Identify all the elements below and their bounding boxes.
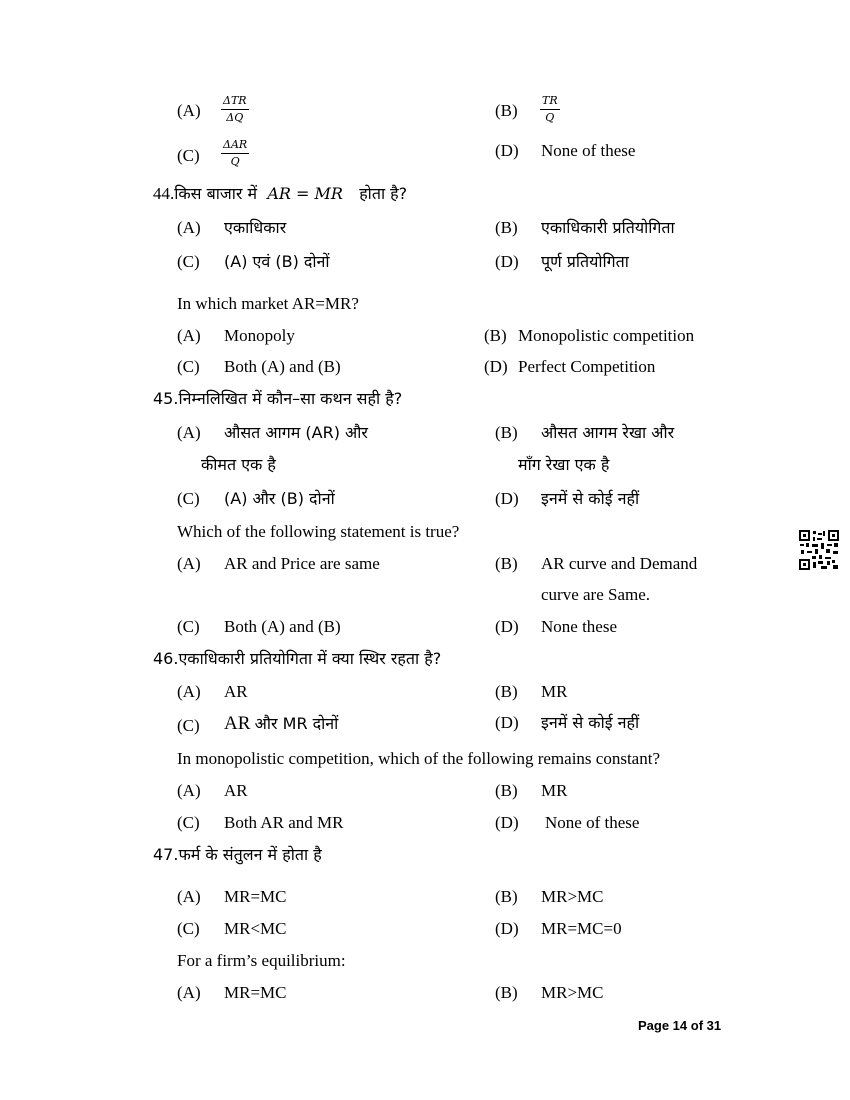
- q43-option-a-label: (A): [177, 101, 201, 120]
- q45-hindi-b-line2: माँग रेखा एक है: [518, 455, 610, 474]
- q47-hindi-c-label: (C): [177, 919, 200, 938]
- q46-hindi-d-text: इनमें से कोई नहीं: [541, 713, 640, 732]
- q43-option-c-label: (C): [177, 146, 200, 165]
- q43-option-a-fraction: [221, 95, 249, 124]
- q47-hindi-b-label: (B): [495, 887, 518, 906]
- q44-english-question: In which market AR=MR?: [177, 294, 359, 313]
- q44-eng-a-label: (A): [177, 326, 201, 345]
- q43-option-b-numerator: TR: [542, 94, 558, 107]
- q47-question-hindi: 47.फर्म के संतुलन में होता है: [153, 845, 322, 864]
- q45-hindi-c-text: (A) और (B) दोनों: [224, 489, 335, 508]
- q44-question-hindi: [153, 184, 407, 204]
- q45-eng-b-line2: curve are Same.: [541, 585, 651, 604]
- q44-eng-c-label: (C): [177, 357, 200, 376]
- q45-hindi-a-line2: कीमत एक है: [201, 455, 276, 474]
- q47-hindi-d-text: MR=MC=0: [541, 919, 622, 938]
- q43-option-c-denominator: Q: [230, 155, 240, 168]
- q46-eng-a-label: (A): [177, 781, 201, 800]
- q47-hindi-c-text: MR<MC: [224, 919, 287, 938]
- q45-eng-b-label: (B): [495, 554, 518, 573]
- q43-option-a-denominator: ΔQ: [226, 111, 244, 124]
- q46-eng-a-text: AR: [224, 781, 248, 800]
- q46-hindi-c-text: [224, 714, 338, 734]
- q47-eng-a-text: MR=MC: [224, 983, 287, 1002]
- q44-hindi-b-label: (B): [495, 218, 518, 237]
- q43-option-b-label: (B): [495, 101, 518, 120]
- q43-option-d-text: None of these: [541, 141, 636, 160]
- q45-english-question: Which of the following statement is true?: [177, 522, 460, 541]
- q47-hindi-a-text: MR=MC: [224, 887, 287, 906]
- q44-hindi-d-text: पूर्ण प्रतियोगिता: [541, 252, 629, 271]
- q45-hindi-d-label: (D): [495, 489, 519, 508]
- q43-option-d-label: (D): [495, 141, 519, 160]
- q43-option-a-numerator: ΔTR: [223, 94, 247, 107]
- q44-eng-d-label: (D): [484, 357, 508, 376]
- q46-hindi-b-label: (B): [495, 682, 518, 701]
- q44-eng-d-text: Perfect Competition: [518, 357, 656, 376]
- q45-hindi-b-line1: औसत आगम रेखा और: [541, 423, 675, 442]
- q44-hindi-b-text: एकाधिकारी प्रतियोगिता: [541, 218, 675, 237]
- q46-english-question: In monopolistic competition, which of the following remains constant?: [177, 749, 660, 768]
- q45-eng-c-label: (C): [177, 617, 200, 636]
- q46-eng-b-label: (B): [495, 781, 518, 800]
- q44-hindi-d-label: (D): [495, 252, 519, 271]
- q45-eng-b-line1: AR curve and Demand: [541, 554, 698, 573]
- q45-question-hindi: 45.निम्नलिखित में कौन–सा कथन सही है?: [153, 389, 403, 408]
- q45-hindi-d-text: इनमें से कोई नहीं: [541, 489, 640, 508]
- q44-eng-a-text: Monopoly: [224, 326, 295, 345]
- q44-hindi-a-label: (A): [177, 218, 201, 237]
- q46-hindi-a-text: AR: [224, 682, 248, 701]
- q46-hindi-d-label: (D): [495, 713, 519, 732]
- q47-hindi-b-text: MR>MC: [541, 887, 604, 906]
- q44-hindi-a-text: एकाधिकार: [224, 218, 287, 237]
- q46-question-hindi: 46.एकाधिकारी प्रतियोगिता में क्या स्थिर रहता है?: [153, 649, 442, 668]
- q47-hindi-a-label: (A): [177, 887, 201, 906]
- q45-eng-d-text: None these: [541, 617, 618, 636]
- q44-hindi-c-text: (A) एवं (B) दोनों: [224, 252, 330, 271]
- q43-option-b-fraction: [540, 95, 560, 124]
- q46-hindi-b-text: MR: [541, 682, 568, 701]
- q46-hindi-c-ar: AR: [224, 713, 251, 734]
- q47-eng-b-label: (B): [495, 983, 518, 1002]
- q44-eng-c-text: Both (A) and (B): [224, 357, 341, 376]
- q45-hindi-a-line1: औसत आगम (AR) और: [224, 423, 368, 442]
- q45-hindi-c-label: (C): [177, 489, 200, 508]
- q46-eng-b-text: MR: [541, 781, 568, 800]
- q47-english-question: For a firm’s equilibrium:: [177, 951, 346, 970]
- q47-eng-a-label: (A): [177, 983, 201, 1002]
- q45-hindi-b-label: (B): [495, 423, 518, 442]
- q44-number: 44.: [153, 184, 175, 203]
- q47-hindi-d-label: (D): [495, 919, 519, 938]
- q44-hindi-c-label: (C): [177, 252, 200, 271]
- q45-eng-a-text: AR and Price are same: [224, 554, 380, 573]
- q47-eng-b-text: MR>MC: [541, 983, 604, 1002]
- q45-eng-a-label: (A): [177, 554, 201, 573]
- q44-equation: AR = MR: [267, 184, 343, 203]
- q46-eng-d-text: None of these: [545, 813, 640, 832]
- q43-option-b-denominator: Q: [545, 111, 555, 124]
- qr-code-icon: [799, 530, 839, 570]
- q46-hindi-c-label: (C): [177, 716, 200, 735]
- q44-hindi-post: होता है?: [359, 184, 408, 203]
- q46-eng-c-label: (C): [177, 813, 200, 832]
- q43-option-c-fraction: [221, 139, 249, 168]
- q46-hindi-a-label: (A): [177, 682, 201, 701]
- q44-eng-b-text: Monopolistic competition: [518, 326, 695, 345]
- q44-eng-b-label: (B): [484, 326, 507, 345]
- q45-eng-d-label: (D): [495, 617, 519, 636]
- q45-hindi-a-label: (A): [177, 423, 201, 442]
- q45-eng-c-text: Both (A) and (B): [224, 617, 341, 636]
- q46-hindi-c-rest: और MR दोनों: [254, 714, 339, 733]
- page-number: Page 14 of 31: [638, 1018, 722, 1033]
- q46-eng-d-label: (D): [495, 813, 519, 832]
- q43-option-c-numerator: ΔAR: [223, 138, 248, 151]
- q46-eng-c-text: Both AR and MR: [224, 813, 344, 832]
- q44-hindi-pre: किस बाजार में: [174, 184, 258, 203]
